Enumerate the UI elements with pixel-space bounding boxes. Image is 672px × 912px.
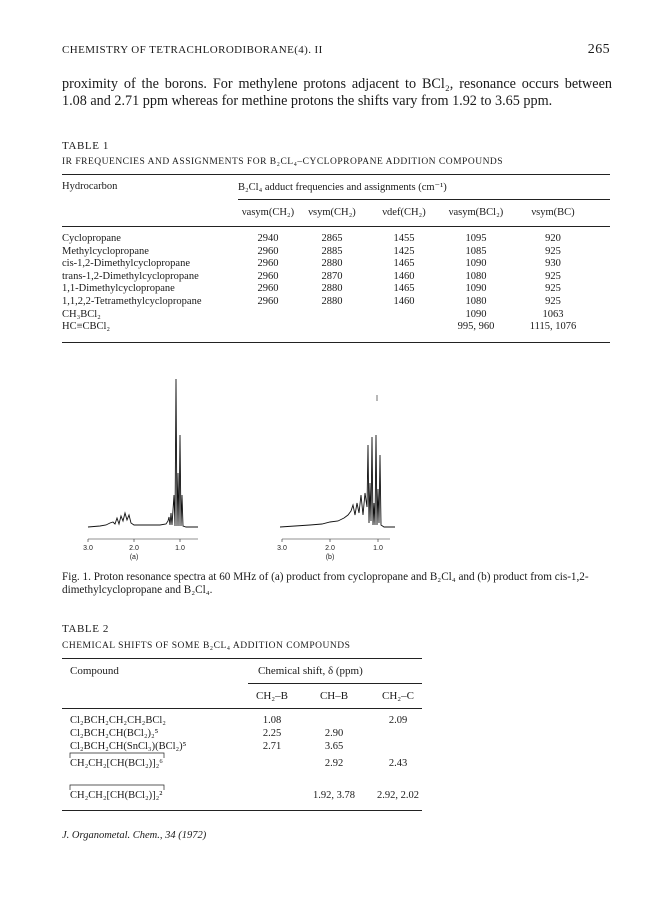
- table1-cell: 930: [545, 258, 561, 270]
- table1-cell: 995, 960: [457, 321, 495, 333]
- table1-header-rule: [62, 226, 610, 227]
- table1-row-name: HC≡CBCl₂: [62, 321, 111, 333]
- table2-cell: 2.71: [262, 741, 282, 752]
- table1-cell: 920: [545, 233, 561, 244]
- table2-header-span: Chemical shift, δ (ppm): [258, 665, 363, 677]
- table1-cell: 1465: [393, 258, 415, 270]
- table1-subheader: νasym(CH₂): [241, 207, 295, 218]
- table1-cell: 1090: [465, 283, 487, 295]
- table2-cell: 2.92: [324, 758, 344, 769]
- table1-cell: 2880: [321, 296, 343, 307]
- ring-bond-brackets: [68, 750, 188, 810]
- journal-footer: J. Organometal. Chem., 34 (1972): [62, 830, 207, 841]
- table1-top-rule: [62, 174, 610, 175]
- table1-row-name: 1,1,2,2-Tetramethylcyclopropane: [62, 296, 202, 307]
- table1-cell: 925: [545, 270, 561, 282]
- table2-header-rule: [62, 708, 422, 709]
- table1-cell: 1115, 1076: [529, 321, 577, 333]
- spectrum-b-tick-1: 1.0: [373, 545, 383, 552]
- table1-cell: 2960: [257, 296, 279, 307]
- table1-cell: 1465: [393, 283, 415, 295]
- spectrum-a: [83, 379, 198, 561]
- table1-cell: 2880: [321, 258, 343, 270]
- table2-row-name: Cl₂BCH₂CH(SnCl₃)(BCl₂)⁵: [70, 741, 187, 752]
- figure1-caption: Fig. 1. Proton resonance spectra at 60 MHz of (a) product from cyclopropane and B₂Cl₄ and (b) product from cis-1,2-dimethylcyclopropane and B₂Cl₄.: [62, 571, 589, 596]
- table1-caption: IR FREQUENCIES AND ASSIGNMENTS FOR B₂CL₄–CYCLOPROPANE ADDITION COMPOUNDS: [62, 157, 504, 167]
- table2-row-name: Cl₂BCH₂CH(BCl₂)₂⁵: [70, 728, 159, 739]
- table1-bottom-rule: [62, 342, 610, 343]
- table1-cell: 1085: [465, 245, 487, 257]
- running-head: [62, 44, 610, 56]
- table1-cell: 2885: [321, 245, 343, 257]
- table1-subheader: νdef(CH₂): [382, 207, 426, 218]
- nmr-spectra-figure: [70, 375, 630, 570]
- table2-row-name: CH₂CH₂[CH(BCl₂)]₂⁶: [70, 758, 163, 769]
- table2-cell: 1.08: [262, 715, 282, 726]
- table1-cell: 2960: [257, 245, 279, 257]
- table1-cell: 1460: [393, 270, 415, 282]
- table1-span-rule: [238, 199, 610, 200]
- table2-bottom-rule: [62, 810, 422, 811]
- spectrum-a-tick-3: 3.0: [83, 545, 93, 552]
- spectrum-a-trace: [88, 379, 198, 527]
- spectrum-a-tick-2: 2.0: [129, 545, 139, 552]
- table2-cell: 2.09: [388, 715, 408, 726]
- table1-cell: 2865: [321, 233, 343, 244]
- table1-row-name: cis-1,2-Dimethylcyclopropane: [62, 258, 190, 270]
- table2-cell: 1.92, 3.78: [313, 790, 355, 801]
- spectrum-b-trace: [280, 435, 395, 527]
- table1-row-name: Cyclopropane: [62, 233, 121, 244]
- running-title: CHEMISTRY OF TETRACHLORODIBORANE(4). II: [62, 44, 323, 56]
- spectrum-b-tick-3: 3.0: [277, 545, 287, 552]
- table1-cell: 2960: [257, 270, 279, 282]
- table1-cell: 1090: [465, 308, 487, 320]
- page-number: 265: [587, 42, 610, 57]
- body-paragraph: proximity of the borons. For methylene protons adjacent to BCl₂, resonance occurs between 1.08 and 2.71 ppm whereas for methine protons the shifts vary from 1.92 to 3.65 ppm.: [62, 76, 612, 109]
- spectrum-a-label: (a): [129, 554, 139, 561]
- table2-row-name: Cl₂BCH₂CH₂CH₂BCl₂: [70, 715, 166, 726]
- spectrum-b-tick-2: 2.0: [325, 545, 335, 552]
- table1-header-span: B₂Cl₄ adduct frequencies and assignments (cm⁻¹): [238, 182, 447, 193]
- table2-row-name: CH₂CH₂[CH(BCl₂)]₂²: [70, 790, 163, 801]
- table1-row-name: 1,1-Dimethylcyclopropane: [62, 283, 175, 295]
- table1-cell: 925: [545, 296, 561, 307]
- table2-caption: CHEMICAL SHIFTS OF SOME B₂CL₄ ADDITION COMPOUNDS: [62, 641, 351, 651]
- table1-cell: 2880: [321, 283, 343, 295]
- table1-cell: 1063: [542, 308, 564, 320]
- table1-cell: 1095: [465, 233, 487, 244]
- table1-subheader: νsym(BC): [531, 207, 575, 218]
- table1-cell: 1425: [393, 245, 415, 257]
- spectrum-b: [277, 395, 395, 561]
- table1-cell: 2940: [257, 233, 279, 244]
- table1-cell: 925: [545, 283, 561, 295]
- table1-row-name: CH₃BCl₂: [62, 308, 101, 320]
- table1-cell: 2870: [321, 270, 343, 282]
- table1-cell: 1455: [393, 233, 415, 244]
- table1-subheader: νasym(BCl₂): [448, 207, 504, 218]
- table2-label: TABLE 2: [62, 623, 110, 635]
- spectrum-b-label: (b): [325, 554, 335, 561]
- table1-cell: 1080: [465, 296, 487, 307]
- table1-cell: 1090: [465, 258, 487, 270]
- spectrum-a-tick-1: 1.0: [175, 545, 185, 552]
- table1-cell: 1080: [465, 270, 487, 282]
- table1-row-name: trans-1,2-Dimethylcyclopropane: [62, 270, 199, 282]
- table2-header-left: Compound: [70, 665, 119, 677]
- table2-subheader: CH–B: [319, 690, 349, 702]
- table1-header-left: Hydrocarbon: [62, 181, 118, 192]
- table2-cell: 2.92, 2.02: [377, 790, 419, 801]
- table1-cell: 2960: [257, 258, 279, 270]
- table2-subheader: CH₂–C: [382, 690, 414, 702]
- table2-top-rule: [62, 658, 422, 659]
- table2-cell: 3.65: [324, 741, 344, 752]
- table1-row-name: Methylcyclopropane: [62, 245, 149, 257]
- table1-label: TABLE 1: [62, 140, 110, 152]
- table1-cell: 925: [545, 245, 561, 257]
- table2-span-rule: [248, 683, 422, 684]
- table2-cell: 2.90: [324, 728, 344, 739]
- table2-subheader: CH₂–B: [256, 690, 288, 702]
- table1-subheader: νsym(CH₂): [308, 207, 356, 218]
- table1-cell: 2960: [257, 283, 279, 295]
- table2-cell: 2.43: [388, 758, 408, 769]
- table2-cell: 2.25: [262, 728, 282, 739]
- table1-cell: 1460: [393, 296, 415, 307]
